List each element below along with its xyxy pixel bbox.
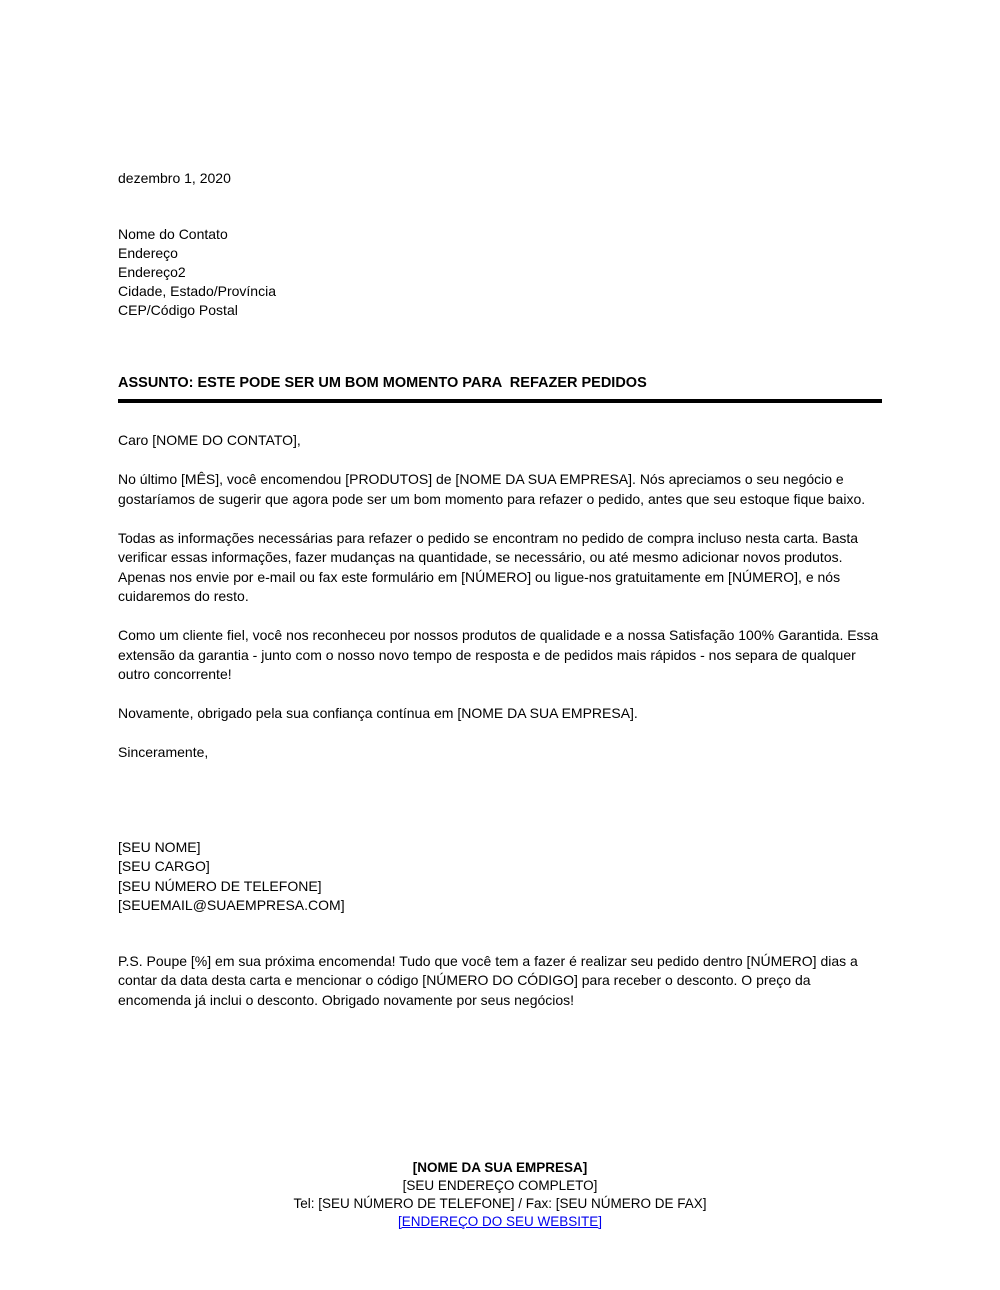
footer-phone-fax: Tel: [SEU NÚMERO DE TELEFONE] / Fax: [SEU NÚMERO DE FAX] <box>293 1196 707 1211</box>
greeting: Caro [NOME DO CONTATO], <box>118 432 301 449</box>
letter-footer <box>0 1159 1000 1231</box>
paragraph: No último [MÊS], você encomendou [PRODUTOS] de [NOME DA SUA EMPRESA]. Nós apreciamos o seu negócio e gostaríamos de sugerir que agora pode ser um bom momento para refazer o pedido, antes que seu estoque fique baixo. <box>118 471 866 507</box>
letter-date: dezembro 1, 2020 <box>118 170 231 186</box>
paragraph: Novamente, obrigado pela sua confiança contínua em [NOME DA SUA EMPRESA]. <box>118 705 638 722</box>
postscript: P.S. Poupe [%] em sua próxima encomenda! Tudo que você tem a fazer é realizar seu pedido dentro [NÚMERO] dias a contar da data desta carta e mencionar o código [NÚMERO DO CÓDIGO] para receber o desconto. O preço da encomenda já inclui o desconto. Obrigado novamente por seus negócios! <box>118 952 858 1008</box>
signature-block <box>118 838 882 916</box>
signature-name: [SEU NOME] <box>118 838 201 855</box>
recipient-address-block <box>118 225 882 321</box>
recipient-address-line1: Endereço <box>118 244 178 261</box>
recipient-address-line2: Endereço2 <box>118 263 186 280</box>
footer-company-address: [SEU ENDEREÇO COMPLETO] <box>402 1178 598 1193</box>
footer-company-name: [NOME DA SUA EMPRESA] <box>412 1160 588 1175</box>
footer-website-link[interactable]: [ENDEREÇO DO SEU WEBSITE] <box>397 1214 603 1229</box>
paragraph: Todas as informações necessárias para refazer o pedido se encontram no pedido de compra incluso nesta carta. Basta verificar essas informações, fazer mudanças na quantidade, se necessário, ou até mesmo adicionar novos produtos. Apenas nos envie por e-mail ou fax este formulário em [NÚMERO] ou ligue-nos gratuitamente em [NÚMERO], e nós cuidaremos do resto. <box>118 529 859 605</box>
letter-body <box>118 169 882 1010</box>
closing-salutation: Sinceramente, <box>118 744 209 761</box>
subject-line: ASSUNTO: ESTE PODE SER UM BOM MOMENTO PARA REFAZER PEDIDOS <box>118 374 882 404</box>
signature-email: [SEUEMAIL@SUAEMPRESA.COM] <box>118 897 345 914</box>
recipient-name: Nome do Contato <box>118 225 228 242</box>
signature-title: [SEU CARGO] <box>118 858 210 875</box>
recipient-city-state: Cidade, Estado/Província <box>118 283 276 300</box>
recipient-postal-code: CEP/Código Postal <box>118 302 238 319</box>
paragraph: Como um cliente fiel, você nos reconheceu por nossos produtos de qualidade e a nossa Satisfação 100% Garantida. Essa extensão da garantia - junto com o nosso novo tempo de resposta e de pedidos mais rápidos - nos separa de qualquer outro concorrente! <box>118 627 879 683</box>
signature-phone: [SEU NÚMERO DE TELEFONE] <box>118 877 322 894</box>
